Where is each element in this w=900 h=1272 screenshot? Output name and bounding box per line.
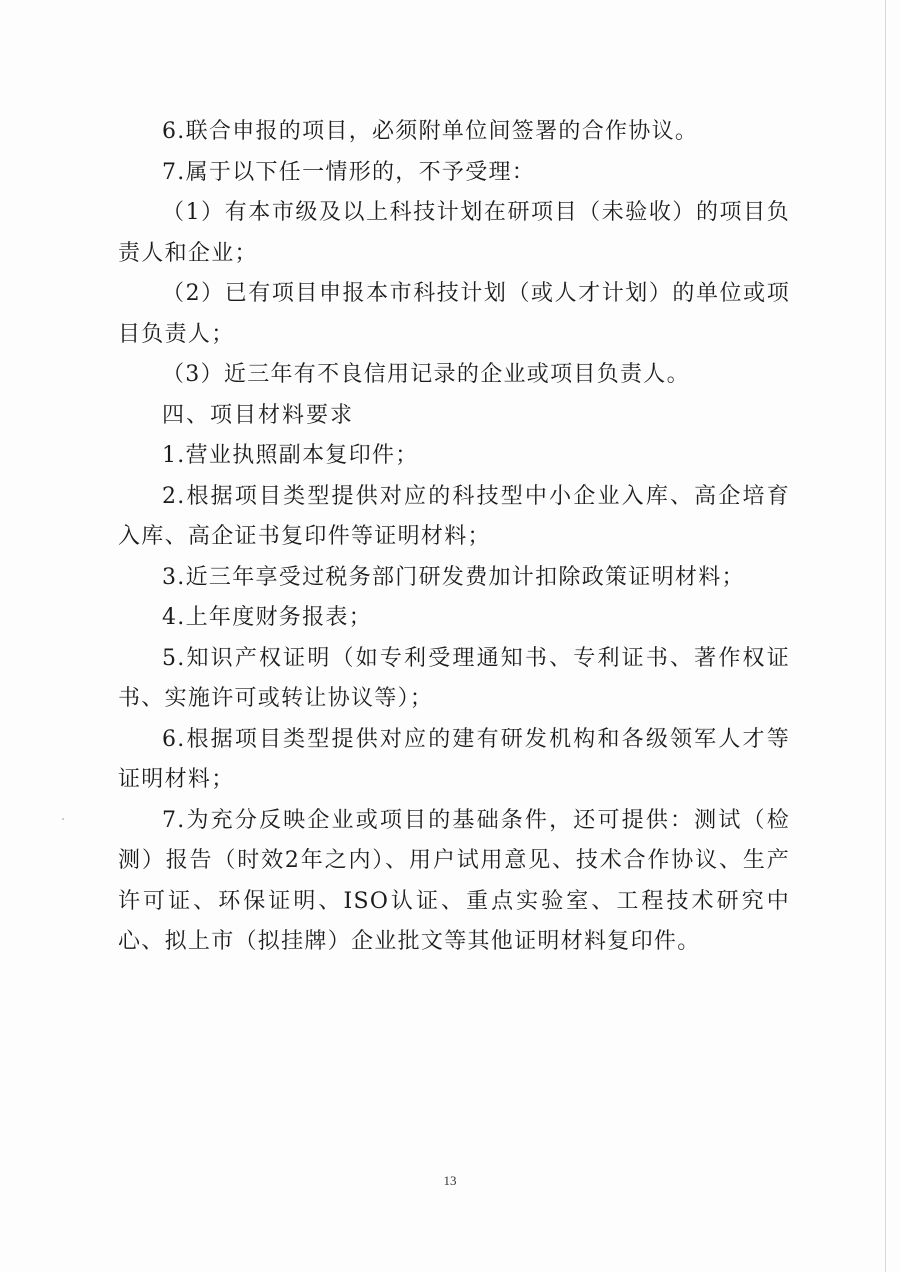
paragraph-condition-3: （3）近三年有不良信用记录的企业或项目负责人。 — [162, 362, 690, 387]
paragraph-material-4: 4.上年度财务报表； — [162, 605, 372, 630]
paragraph-condition-1: （1）有本市级及以上科技计划在研项目（未验收）的项目负责人和企业； — [118, 200, 790, 266]
page-number: 13 — [443, 1173, 457, 1188]
paragraph-material-5: 5.知识产权证明（如专利受理通知书、专利证书、著作权证书、实施许可或转让协议等）； — [118, 645, 790, 711]
paragraph-material-7: 7.为充分反映企业或项目的基础条件，还可提供：测试（检测）报告（时效2年之内）、用户试用意见、技术合作协议、生产许可证、环保证明、ISO认证、重点实验室、工程技术研究中心、拟上市（拟挂牌）企业批文等其他证明材料复印件。 — [118, 807, 790, 954]
scan-edge-line — [885, 0, 886, 1272]
paragraph-material-1: 1.营业执照副本复印件； — [162, 443, 419, 468]
paragraph-condition-2: （2）已有项目申报本市科技计划（或人才计划）的单位或项目负责人； — [118, 281, 790, 347]
paragraph-material-3: 3.近三年享受过税务部门研发费加计扣除政策证明材料； — [162, 564, 745, 590]
document-body — [118, 112, 790, 963]
paragraph-joint-application: 6.联合申报的项目，必须附单位间签署的合作协议。 — [162, 119, 699, 144]
scan-speck — [62, 818, 64, 820]
section-heading-materials: 四、项目材料要求 — [162, 402, 355, 428]
paragraph-rejection-conditions: 7.属于以下任一情形的，不予受理： — [162, 159, 536, 185]
paragraph-material-2: 2.根据项目类型提供对应的科技型中小企业入库、高企培育入库、高企证书复印件等证明材料； — [118, 483, 790, 549]
paragraph-material-6: 6.根据项目类型提供对应的建有研发机构和各级领军人才等证明材料； — [118, 726, 790, 792]
